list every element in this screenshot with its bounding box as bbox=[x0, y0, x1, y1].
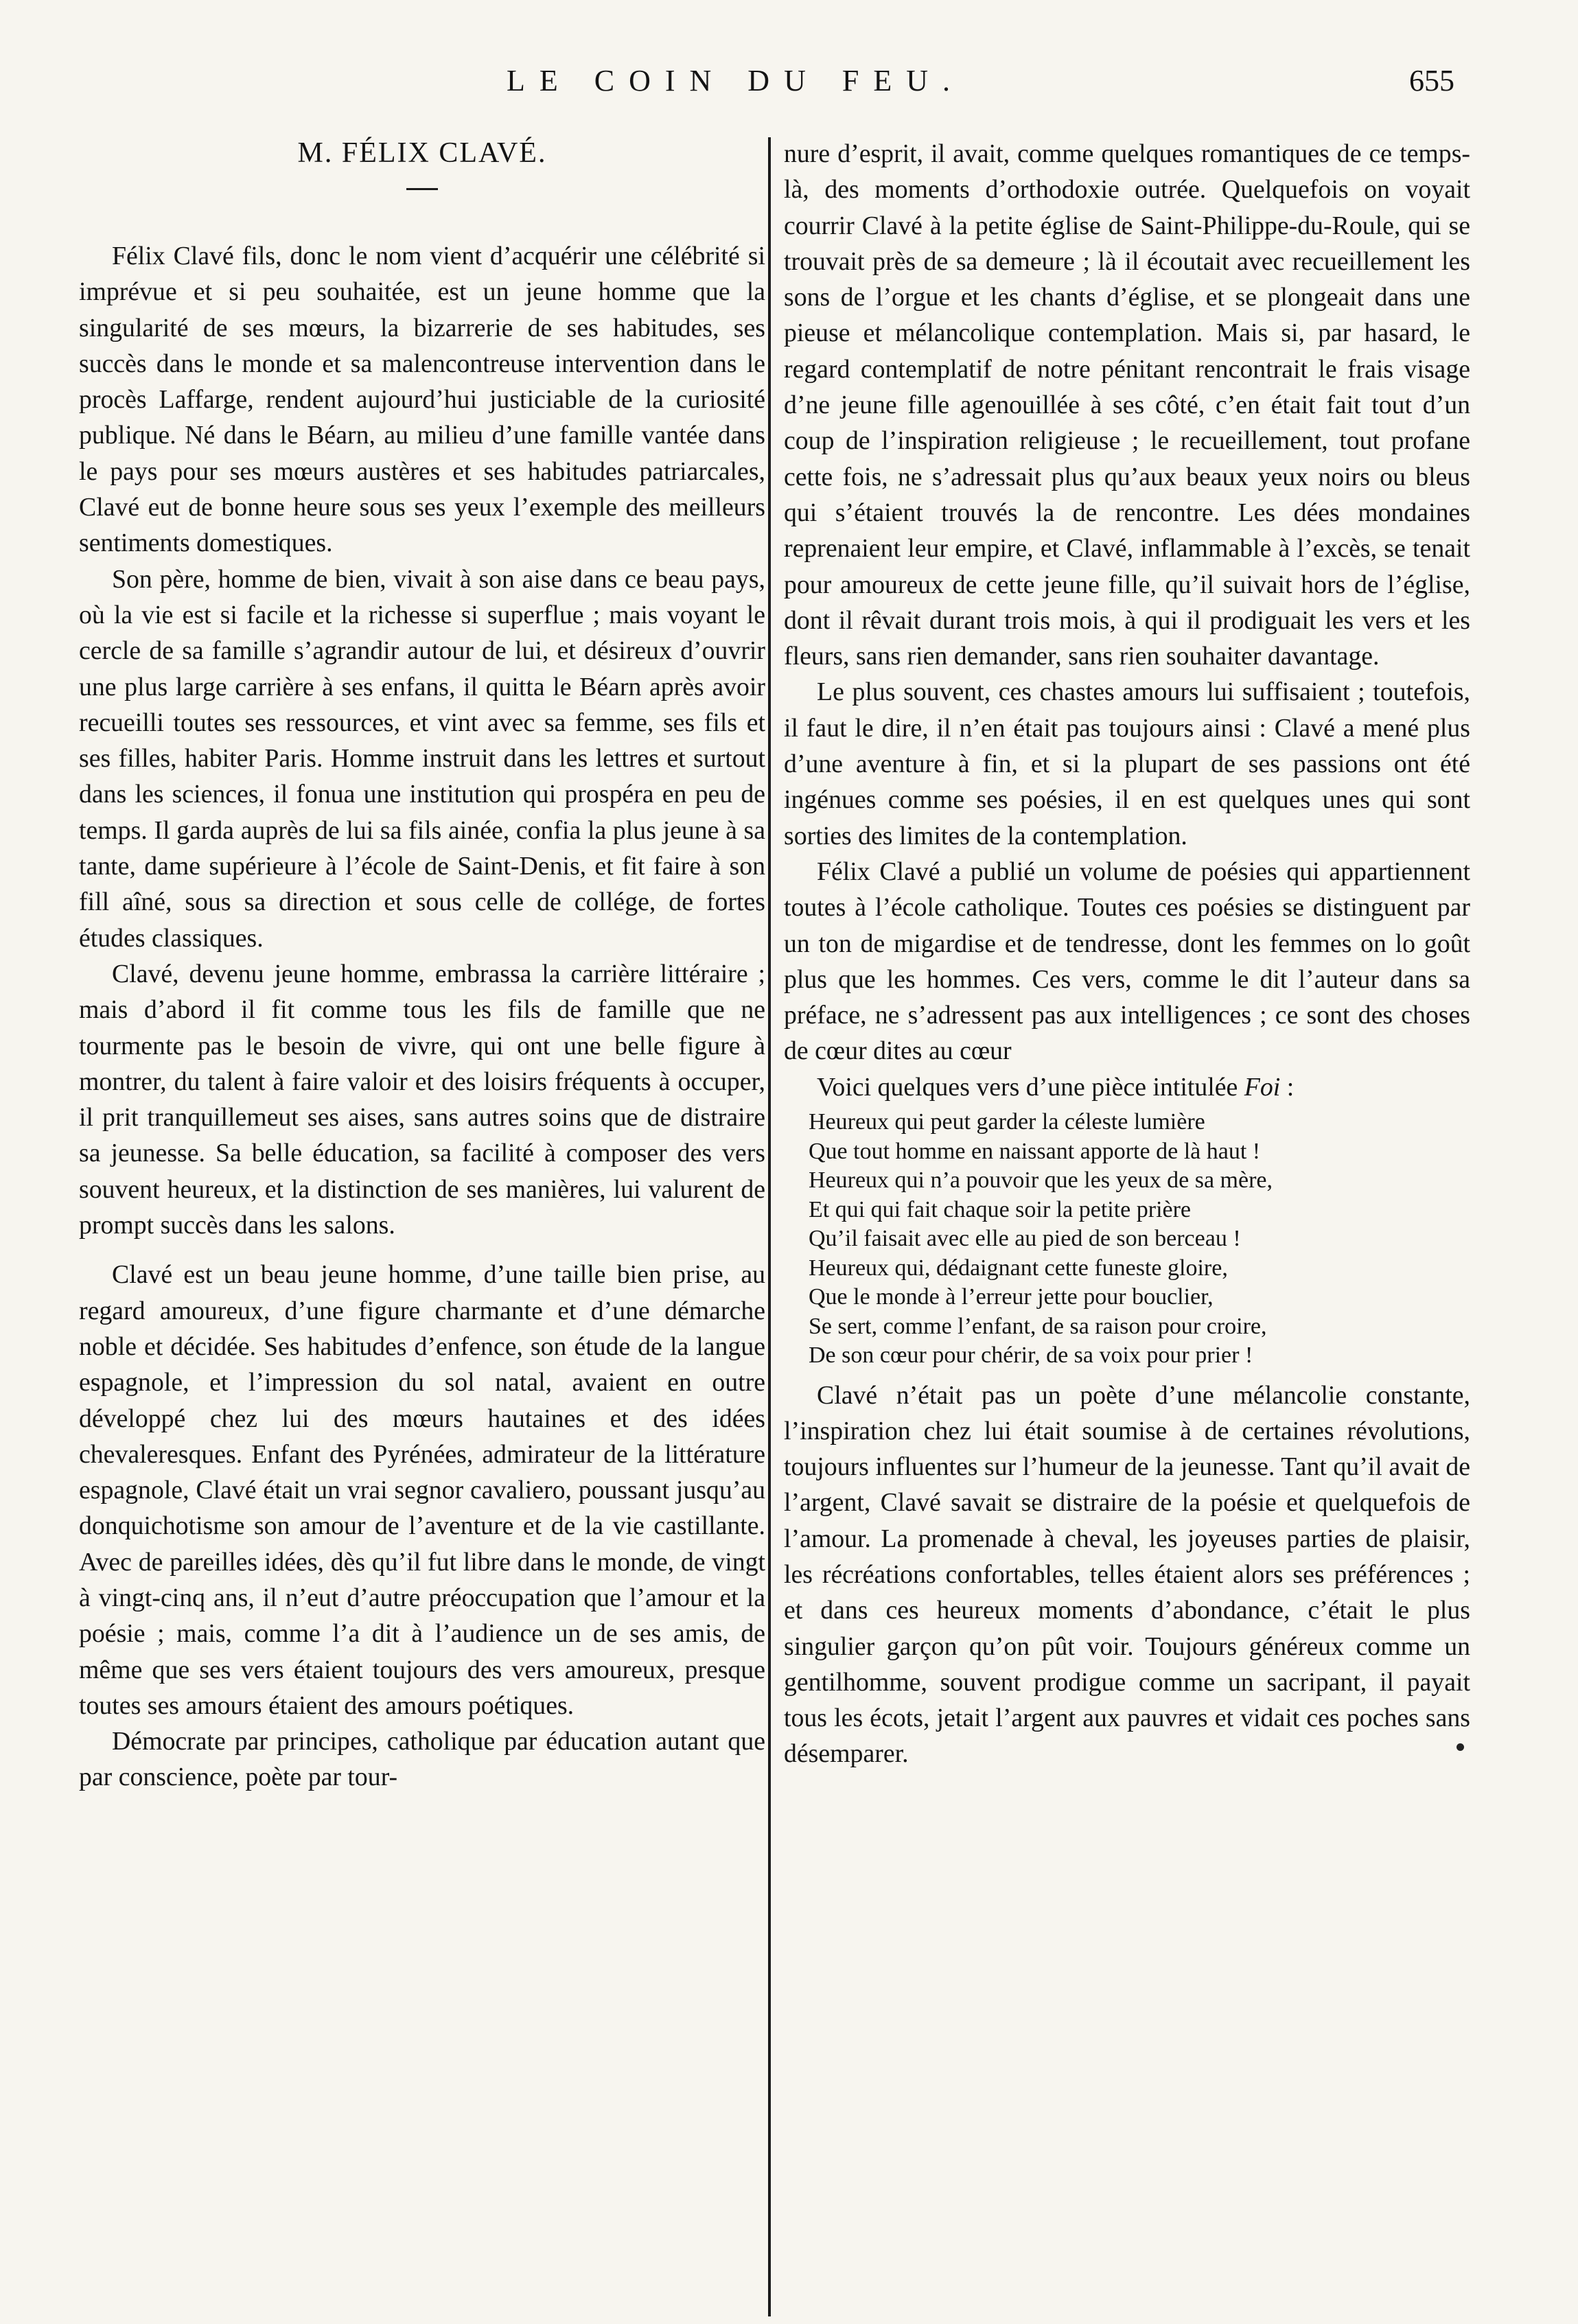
title-rule bbox=[406, 188, 438, 190]
paragraph: Clavé est un beau jeune homme, d’une taille bien prise, au regard amoureux, d’une figure charmante et d’une démarche noble et décidée. Ses habitudes d’enfence, son étude de la langue espagnole, et l’impression du sol natal, avaient en outre développé chez lui des mœurs hautaines et des idées chevaleresques. Enfant des Pyrénées, admirateur de la littérature espagnole, Clavé était un vrai segnor cavaliero, poussant jusqu’au donquichotisme son amour de l’aventure et de la vie castillante. Avec de pareilles idées, dès qu’il fut libre dans le monde, de vingt à vingt-cinq ans, il n’eut d’autre préoccupation que l’amour et la poésie ; mais, comme l’a dit à l’audience un de ses amis, de même que ses vers étaient toujours des vers amoureux, presque toutes ses amours étaient des amours poétiques. bbox=[79, 1260, 765, 1720]
poem-line: De son cœur pour chérir, de sa voix pour prier ! bbox=[809, 1343, 1253, 1369]
poem-line: Qu’il faisait avec elle au pied de son berceau ! bbox=[809, 1226, 1241, 1252]
paragraph: Félix Clavé a publié un volume de poésies qui appartiennent toutes à l’école catholique. Toutes ces poésies se distinguent par un ton de migardise et de tendresse, dont les femmes on lo goût plus que les hommes. Ces vers, comme le dit l’auteur dans sa préface, ne s’adressent pas aux intelligences ; ce sont des choses de cœur dites au cœur bbox=[784, 857, 1470, 1066]
paragraph: nure d’esprit, il avait, comme quelques romantiques de ce temps-là, des moments d’orthodoxie outrée. Quelquefois on voyait courrir Clavé à la petite église de Saint-Philippe-du-Roule, qui se trouvait près de sa demeure ; là il écoutait avec recueillement les sons de l’orgue et les chants d’église, et se plongeait dans une pieuse et mélancolique contemplation. Mais si, par hasard, le regard contemplatif de notre pénitant rencontrait le frais visage d’ne jeune fille agenouillée à ses côté, c’en était fait tout d’un coup de l’inspiration religieuse ; le recueillement, tout profane cette fois, ne s’adressait plus qu’aux beaux yeux noirs ou bleus qui s’étaient trouvés la de rencontre. Les dées mondaines reprenaient leur empire, et Clavé, inflammable à l’excès, se tenait pour amoureux de cette jeune fille, qu’il suivait hors de l’église, dont il rêvait durant trois mois, à qui il prodiguait les vers et les fleurs, sans rien demander, sans rien souhaiter davantage. bbox=[784, 139, 1470, 671]
paragraph: Clavé, devenu jeune homme, embrassa la carrière littéraire ; mais d’abord il fit comme tous les fils de famille que ne tourmente pas le besoin de vivre, qui ont une belle figure à montrer, du talent à faire valoir et des loisirs fréquents à occuper, il prit tranquillemeut ses aises, sans autres soins que de distraire sa jeunesse. Sa belle éducation, sa facilité à composer des vers souvent heureux, et la distinction de ses manières, lui valurent de prompt succès dans les salons. bbox=[79, 959, 765, 1240]
poem-intro-end: : bbox=[1280, 1072, 1295, 1102]
poem-line: Que tout homme en naissant apporte de là haut ! bbox=[809, 1138, 1261, 1164]
poem-line: Heureux qui peut garder la céleste lumière bbox=[809, 1109, 1205, 1135]
poem-intro-text: Voici quelques vers d’une pièce intitulée bbox=[817, 1072, 1244, 1102]
paragraph: Félix Clavé fils, donc le nom vient d’acquérir une célébrité si imprévue et si peu souhaitée, est un jeune homme que la singularité de ses mœurs, la bizarrerie de ses habitudes, ses succès dans le monde et sa malencontreuse intervention dans le procès Laffarge, rendent aujourd’hui justiciable de la curiosité publique. Né dans le Béarn, au milieu d’une famille vantée dans le pays pour ses mœurs austères et ses habitudes patriarcales, Clavé eut de bonne heure sous ses yeux l’exemple des meilleurs sentiments domestiques. bbox=[79, 242, 765, 558]
left-column bbox=[79, 136, 765, 1796]
page-header bbox=[0, 63, 1578, 111]
paragraph: Clavé n’était pas un poète d’une mélancolie constante, l’inspiration chez lui était soumise à de certaines révolutions, toujours influentes sur l’humeur de la jeunesse. Tant qu’il avait de l’argent, Clavé savait se distraire de la poésie et quelquefois de l’amour. La promenade à cheval, les joyeuses parties de plaisir, les récréations confortables, telles étaient alors ses préférences ; et dans ces heureux moments d’abondance, c’était le plus singulier garçon qu’on pût voir. Toujours généreux comme un gentilhomme, souvent prodigue comme un sacripant, il payait tous les écots, jetait l’argent aux pauvres et vidait ces poches sans désemparer. bbox=[784, 1380, 1470, 1769]
poem bbox=[784, 1108, 1470, 1371]
paragraph-gap bbox=[79, 1243, 765, 1257]
ink-smudge bbox=[1457, 1743, 1464, 1751]
poem-line: Se sert, comme l’enfant, de sa raison pour croire, bbox=[809, 1313, 1267, 1339]
column-divider bbox=[768, 137, 771, 2316]
poem-line: Heureux qui, dédaignant cette funeste gloire, bbox=[809, 1255, 1228, 1281]
running-title: LE COIN DU FEU. bbox=[507, 64, 964, 97]
paragraph: Le plus souvent, ces chastes amours lui suffisaient ; toutefois, il faut le dire, il n’en était pas toujours ainsi : Clavé a mené plus d’une aventure à fin, et si la plupart de ses passions ont été ingénues comme ses poésies, il en est quelques unes qui sont sorties des limites de la contemplation. bbox=[784, 677, 1470, 850]
poem-line: Que le monde à l’erreur jette pour bouclier, bbox=[809, 1284, 1214, 1310]
page-number: 655 bbox=[1409, 64, 1454, 97]
right-column bbox=[784, 136, 1470, 1772]
article-title: M. FÉLIX CLAVÉ. bbox=[297, 137, 547, 169]
poem-intro bbox=[784, 1069, 1470, 1105]
poem-line: Et qui qui fait chaque soir la petite prière bbox=[809, 1196, 1192, 1222]
paragraph: Démocrate par principes, catholique par éducation autant que par conscience, poète par tour- bbox=[79, 1727, 765, 1792]
paragraph: Son père, homme de bien, vivait à son aise dans ce beau pays, où la vie est si facile et la richesse si superflue ; mais voyant le cercle de sa famille s’agrandir autour de lui, et désireux d’ouvrir une plus large carrière à ses enfans, il quitta le Béarn après avoir recueilli toutes ses ressources, et vint avec sa femme, ses fils et ses filles, habiter Paris. Homme instruit dans les lettres et surtout dans les sciences, il fonua une institution qui prospéra en peu de temps. Il garda auprès de lui sa fils ainée, confia la plus jeune à sa tante, dame supérieure à l’école de Saint-Denis, et fit faire à son fill aîné, sous sa direction et sous celle de collége, de fortes études classiques. bbox=[79, 564, 765, 953]
poem-title: Foi bbox=[1244, 1072, 1281, 1102]
poem-line: Heureux qui n’a pouvoir que les yeux de sa mère, bbox=[809, 1167, 1273, 1194]
